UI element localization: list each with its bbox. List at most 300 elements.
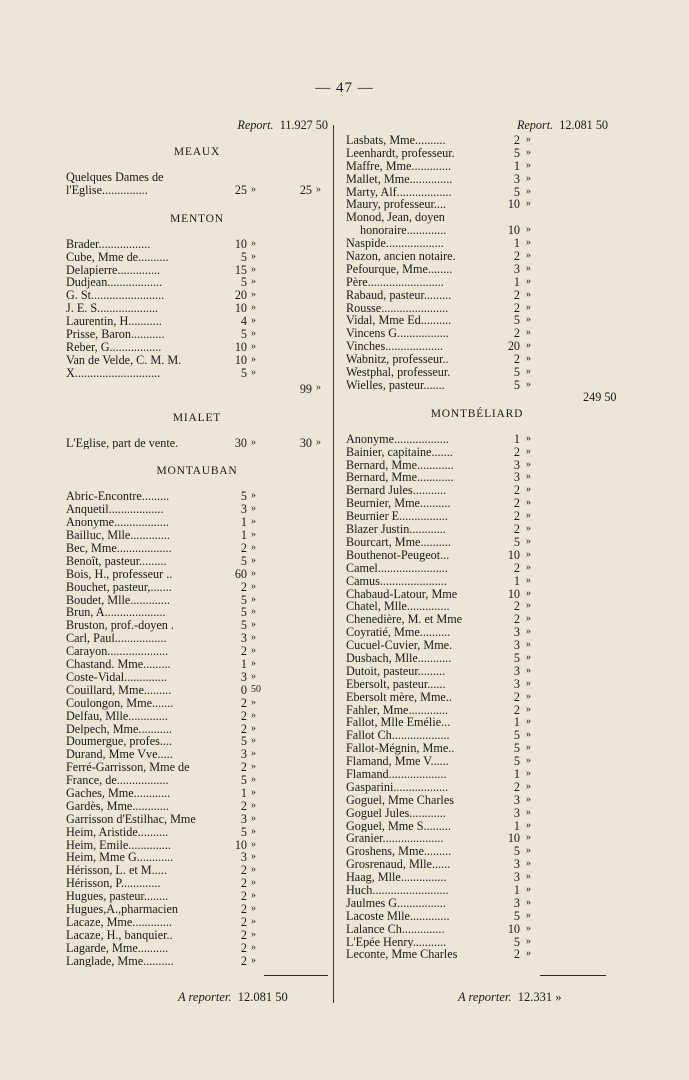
list-entry: [66, 684, 328, 697]
entry-cents: »: [526, 237, 531, 249]
entry-cents: »: [526, 587, 531, 599]
entry-amount: 2: [240, 760, 247, 775]
entry-name: Cucuel-Cuvier, Mme.: [346, 639, 453, 652]
entry-amount: 5: [513, 908, 520, 923]
entry-cents: »: [251, 237, 256, 249]
entry-amount: 2: [513, 702, 520, 717]
entry-name: Bainier, capitaine.......: [346, 445, 453, 459]
entry-name: Goguel, Mme Charles: [346, 793, 454, 807]
entry-amount: 5: [240, 553, 247, 568]
list-entry: [66, 645, 328, 658]
list-entry: [66, 839, 328, 852]
column-divider: [333, 125, 334, 1003]
entry-cents: »: [526, 262, 531, 274]
entry-name: Chabaud-Latour, Mme: [346, 587, 458, 601]
entry-amount: 4: [240, 314, 247, 329]
entry-name: Bernard Jules...........: [346, 484, 447, 498]
entry-cents: »: [251, 276, 256, 288]
entry-cents: »: [251, 289, 256, 301]
entry-name: Langlade, Mme..........: [66, 954, 174, 968]
list-entry: [66, 942, 328, 955]
entry-name: Gasparini..................: [346, 780, 449, 794]
list-entry: [346, 366, 608, 379]
entry-name: Lacoste Mlle.............: [346, 909, 450, 923]
entry-cents: »: [526, 366, 531, 378]
entry-name: Naspide...................: [346, 237, 444, 251]
entry-cents: »: [251, 915, 256, 927]
entry-amount: 2: [513, 560, 520, 575]
entry-amount: 2: [513, 483, 520, 498]
entry-amount: 10: [234, 301, 247, 316]
entry-amount: 2: [513, 300, 520, 315]
list-entry: [346, 289, 608, 302]
right-top-list: [346, 134, 608, 392]
list-entry: [66, 632, 328, 645]
entry-name: Ebersolt, pasteur......: [346, 677, 446, 691]
list-entry: [66, 315, 328, 328]
entry-cents: »: [251, 709, 256, 721]
entry-cents: »: [251, 825, 256, 837]
entry-name: Vinches...................: [346, 340, 444, 354]
entry-amount: 2: [240, 927, 247, 942]
list-entry: [346, 820, 608, 833]
entry-total: 25: [299, 182, 312, 197]
list-entry: [66, 864, 328, 877]
entry-name: Camus......................: [346, 574, 447, 588]
entry-total: 30: [299, 435, 312, 450]
entry-name: Wielles, pasteur.......: [346, 378, 445, 392]
entry-amount: 15: [234, 262, 247, 277]
entry-cents: »: [526, 172, 531, 184]
entry-name: Heim, Aristide..........: [66, 825, 169, 839]
entry-cents: »: [251, 761, 256, 773]
entry-amount: 10: [507, 223, 520, 238]
entry-name: Père.........................: [346, 275, 444, 289]
entry-name: Ebersolt mère, Mme..: [346, 690, 452, 704]
list-entry: [346, 562, 608, 575]
entry-amount: 3: [513, 895, 520, 910]
left-sections: [66, 144, 328, 967]
entry-name: Flamand...................: [346, 767, 447, 781]
entry-cents: »: [526, 767, 531, 779]
entry-amount: 10: [234, 837, 247, 852]
section-title: MENTON: [170, 212, 224, 225]
right-column: [346, 118, 608, 961]
list-entry: [66, 903, 328, 916]
entry-amount: 5: [240, 592, 247, 607]
list-entry: [346, 575, 608, 588]
footer-value: 12.081 50: [237, 990, 288, 1004]
entry-name: Bernard, Mme............: [346, 471, 454, 485]
entry-name: X............................: [66, 366, 161, 380]
list-entry: [346, 807, 608, 820]
entry-amount: 1: [513, 715, 520, 730]
list-entry: [66, 354, 328, 367]
entry-cents: »: [251, 328, 256, 340]
entry-cents: »: [251, 735, 256, 747]
entry-cents: »: [526, 224, 531, 236]
entry-amount: 1: [513, 274, 520, 289]
list-entry: [346, 302, 608, 315]
entry-name: Jaulmes G................: [346, 896, 446, 910]
entry-cents: »: [251, 774, 256, 786]
entry-amount: 3: [240, 811, 247, 826]
list-entry: [66, 276, 328, 289]
entry-name: Lalance Ch..............: [346, 922, 445, 936]
entry-name: Quelques Dames de: [66, 171, 164, 184]
entry-cents: »: [251, 670, 256, 682]
entry-amount: 5: [240, 605, 247, 620]
entry-amount: 10: [507, 197, 520, 212]
entry-amount: 2: [513, 326, 520, 341]
entry-name: Flamand, Mme V......: [346, 755, 449, 768]
entry-amount: 0: [240, 682, 247, 697]
entry-cents: »: [526, 626, 531, 638]
entry-name: Chatel, Mlle..............: [346, 600, 450, 614]
entry-amount: 3: [513, 261, 520, 276]
entry-cents: »: [526, 871, 531, 883]
entry-cents: »: [526, 458, 531, 470]
list-entry: [346, 704, 608, 717]
entry-name: Brader.................: [66, 237, 151, 251]
entry-cents: »: [526, 471, 531, 483]
list-entry: [66, 851, 328, 864]
entry-amount: 5: [513, 844, 520, 859]
entry-cents: »: [526, 755, 531, 767]
entry-amount: 3: [240, 850, 247, 865]
entry-cents: »: [251, 954, 256, 966]
list-entry: [346, 186, 608, 199]
entry-amount: 5: [240, 489, 247, 504]
entry-name: Delfau, Mlle.............: [66, 709, 168, 723]
entry-amount: 2: [240, 721, 247, 736]
footer-left: [178, 990, 288, 1005]
entry-cents: »: [251, 606, 256, 618]
list-entry: [66, 367, 328, 380]
list-entry: [346, 588, 608, 601]
entry-amount: 5: [240, 734, 247, 749]
entry-amount: 1: [513, 573, 520, 588]
right-section-list: [346, 433, 608, 962]
entry-amount: 3: [513, 870, 520, 885]
entry-amount: 1: [240, 657, 247, 672]
entry-amount: 5: [513, 145, 520, 160]
list-entry: [346, 691, 608, 704]
entry-cents: »: [526, 327, 531, 339]
entry-name: Blazer Justin............: [346, 523, 446, 536]
list-entry: [66, 723, 328, 736]
list-entry: [66, 171, 328, 184]
entry-name: L'Eglise, part de vente.: [66, 436, 179, 450]
entry-name: Bruston, prof.-doyen .: [66, 619, 174, 633]
entry-name: l'Eglise...............: [66, 183, 148, 197]
list-entry: [346, 871, 608, 884]
entry-name: Fallot Ch...................: [346, 729, 450, 743]
entry-name: Gaches, Mme............: [66, 786, 171, 800]
entry-cents: »: [526, 523, 531, 535]
entry-cents: »: [251, 436, 256, 448]
entry-amount: 5: [513, 650, 520, 665]
entry-cents: »: [526, 159, 531, 171]
list-entry: [346, 897, 608, 910]
list-entry: [346, 471, 608, 484]
list-entry: [346, 948, 608, 961]
entry-amount: 5: [513, 377, 520, 392]
entry-amount: 2: [513, 779, 520, 794]
entry-cents: »: [251, 516, 256, 528]
entry-name: Lacaze, Mme.............: [66, 915, 172, 929]
list-entry: [66, 697, 328, 710]
entry-amount: 20: [507, 339, 520, 354]
entry-amount: 3: [513, 457, 520, 472]
entry-name: Laurentin, H...........: [66, 315, 162, 329]
entry-cents: »: [251, 941, 256, 953]
entry-name: Couillard, Mme.........: [66, 683, 172, 697]
list-entry: [346, 639, 608, 652]
entry-cents: »: [251, 250, 256, 262]
entry-name: Prisse, Baron...........: [66, 328, 165, 341]
entry-cents: »: [251, 902, 256, 914]
entry-cents: »: [251, 696, 256, 708]
list-entry: [346, 211, 608, 224]
list-entry: [346, 884, 608, 897]
carry-forward-left: [66, 118, 328, 134]
list-entry: [66, 955, 328, 968]
entry-name: Groshens, Mme.........: [346, 845, 452, 859]
list-entry: [66, 787, 328, 800]
entry-amount: 10: [234, 352, 247, 367]
entry-cents: »: [251, 593, 256, 605]
entry-cents: »: [251, 786, 256, 798]
list-entry: [66, 774, 328, 787]
list-entry: [66, 748, 328, 761]
list-entry: [346, 250, 608, 263]
entry-amount: 1: [513, 431, 520, 446]
entry-amount: 10: [234, 339, 247, 354]
entry-name: Doumergue, profes....: [66, 735, 173, 749]
entry-name: Fahler, Mme.............: [346, 703, 449, 717]
footer-label: A reporter.: [178, 990, 232, 1004]
list-entry: [346, 263, 608, 276]
entry-amount: 5: [513, 741, 520, 756]
entry-cents: »: [526, 353, 531, 365]
entry-amount: 3: [240, 747, 247, 762]
section-total-row: [66, 382, 328, 396]
entry-total-cents: »: [316, 436, 321, 448]
entry-name: Gardès, Mme............: [66, 799, 169, 813]
entry-cents: »: [526, 651, 531, 663]
entry-name: Dudjean..................: [66, 276, 163, 290]
entry-name: Delpech, Mme...........: [66, 722, 172, 736]
section-title: MONTAUBAN: [156, 465, 238, 478]
list-entry: [66, 735, 328, 748]
entry-name: Anonyme..................: [346, 432, 449, 446]
entry-cents: »: [526, 922, 531, 934]
entry-name: Bec, Mme..................: [66, 542, 172, 555]
entry-cents: »: [251, 799, 256, 811]
entry-name: Grosrenaud, Mlle......: [346, 858, 451, 872]
entry-cents: »: [526, 806, 531, 818]
list-entry: [66, 251, 328, 264]
entry-cents: »: [251, 302, 256, 314]
total-rule-right: [540, 975, 606, 976]
list-entry: [346, 923, 608, 936]
entry-name: Coste-Vidal..............: [66, 670, 167, 684]
list-entry: [346, 665, 608, 678]
entry-amount: 5: [513, 313, 520, 328]
entry-amount: 5: [240, 365, 247, 380]
entry-cents: »: [526, 677, 531, 689]
entry-amount: 1: [240, 785, 247, 800]
entry-cents: »: [526, 510, 531, 522]
entry-name: Abric-Encontre.........: [66, 490, 170, 504]
section-total: 99: [299, 381, 312, 396]
footer-right: [458, 990, 561, 1005]
entry-cents: »: [526, 314, 531, 326]
entry-amount: 1: [513, 882, 520, 897]
entry-name: G. St........................: [66, 289, 165, 303]
entry-amount: 5: [513, 728, 520, 743]
entry-cents: »: [526, 819, 531, 831]
entry-name: Fallot-Mégnin, Mme..: [346, 742, 455, 756]
list-entry: [346, 652, 608, 665]
list-entry: [346, 160, 608, 173]
entry-name: Beurnier E................: [346, 510, 448, 524]
list-entry: [66, 929, 328, 942]
list-entry: [66, 302, 328, 315]
entry-amount: 2: [240, 798, 247, 813]
entry-name: Anquetil..................: [66, 503, 164, 517]
entry-name: Maffre, Mme.............: [346, 159, 452, 173]
entry-amount: 5: [240, 618, 247, 633]
list-entry: [66, 516, 328, 529]
entry-cents: »: [526, 845, 531, 857]
entry-amount: 3: [240, 502, 247, 517]
report-label: Report.: [516, 118, 554, 132]
list-entry: [346, 224, 608, 237]
entry-name: Camel.......................: [346, 561, 448, 575]
entry-cents: »: [251, 619, 256, 631]
report-value: 12.081 50: [559, 118, 608, 132]
list-entry: [66, 671, 328, 684]
list-entry: [66, 594, 328, 607]
list-entry: [346, 549, 608, 562]
entry-cents: »: [526, 301, 531, 313]
entry-name: Vidal, Mme Ed..........: [346, 314, 452, 328]
list-entry: [66, 490, 328, 503]
page-number: — 47 —: [315, 80, 374, 96]
entry-cents: »: [251, 838, 256, 850]
entry-amount: 5: [240, 275, 247, 290]
entry-name: Beurnier, Mme..........: [346, 497, 451, 511]
entry-name: Rousse......................: [346, 301, 449, 315]
entry-cents: »: [526, 832, 531, 844]
entry-name: honoraire.............: [360, 224, 447, 238]
entry-name: Marty, Alf..................: [346, 185, 452, 199]
entry-amount: 2: [513, 444, 520, 459]
entry-amount: 2: [240, 579, 247, 594]
entry-name: Van de Velde, C. M. M.: [66, 353, 182, 367]
list-entry: [346, 147, 608, 160]
section-title: MONTBÉLIARD: [430, 407, 524, 420]
list-entry: [346, 459, 608, 472]
entry-amount: 2: [240, 644, 247, 659]
entry-amount: 5: [240, 249, 247, 264]
entry-cents: »: [526, 146, 531, 158]
entry-amount: 1: [513, 818, 520, 833]
entry-cents: »: [526, 445, 531, 457]
entry-cents: »: [251, 722, 256, 734]
entry-name: Chenedière, M. et Mme: [346, 613, 463, 627]
entry-name: Granier....................: [346, 832, 444, 846]
entry-cents: »: [526, 548, 531, 560]
entry-name: Heim, Emile..............: [66, 838, 171, 852]
entry-cents: »: [526, 703, 531, 715]
list-entry: [66, 890, 328, 903]
entry-cents: »: [251, 812, 256, 824]
entry-name: Dusbach, Mlle...........: [346, 651, 452, 665]
entry-amount: 2: [240, 914, 247, 929]
entry-cents: »: [526, 793, 531, 805]
entry-amount: 1: [240, 528, 247, 543]
entry-cents: »: [526, 600, 531, 612]
entry-cents: »: [251, 490, 256, 502]
entry-amount: 1: [513, 236, 520, 251]
entry-cents: »: [251, 632, 256, 644]
entry-cents: »: [526, 497, 531, 509]
list-entry: [346, 510, 608, 523]
entry-amount: 2: [513, 599, 520, 614]
entry-name: Bailluc, Mlle.............: [66, 529, 170, 543]
entry-cents: »: [251, 183, 256, 195]
entry-amount: 2: [513, 612, 520, 627]
entry-amount: 10: [507, 831, 520, 846]
footer-value: 12.331 »: [517, 990, 562, 1004]
list-entry: [346, 523, 608, 536]
entry-cents: »: [251, 554, 256, 566]
list-entry: [346, 379, 608, 392]
entry-amount: 10: [507, 586, 520, 601]
section-title: MIALET: [172, 411, 222, 424]
entry-cents: »: [251, 580, 256, 592]
entry-amount: 3: [240, 669, 247, 684]
list-entry: [66, 289, 328, 302]
entry-amount: 2: [513, 249, 520, 264]
entry-cents: »: [526, 432, 531, 444]
entry-cents: »: [526, 613, 531, 625]
entry-cents: »: [526, 742, 531, 754]
entry-name: Carayon....................: [66, 645, 169, 659]
section-total: 249 50: [583, 390, 617, 404]
entry-cents: »: [251, 748, 256, 760]
entry-amount: 1: [513, 158, 520, 173]
entry-name: Cube, Mme de..........: [66, 250, 169, 264]
entry-name: Delapierre..............: [66, 263, 161, 277]
list-entry: [346, 484, 608, 497]
entry-name: Goguel Jules............: [346, 806, 446, 820]
entry-name: Bernard, Mme............: [346, 458, 454, 472]
list-entry: [346, 742, 608, 755]
list-entry: [66, 503, 328, 516]
entry-name: Ferré-Garrisson, Mme de: [66, 761, 190, 775]
entry-name: Brun, A....................: [66, 606, 166, 620]
list-entry: [346, 858, 608, 871]
list-entry: [346, 276, 608, 289]
entry-cents: »: [526, 198, 531, 210]
entry-amount: 2: [240, 901, 247, 916]
entry-cents: »: [251, 529, 256, 541]
entry-amount: 5: [240, 824, 247, 839]
